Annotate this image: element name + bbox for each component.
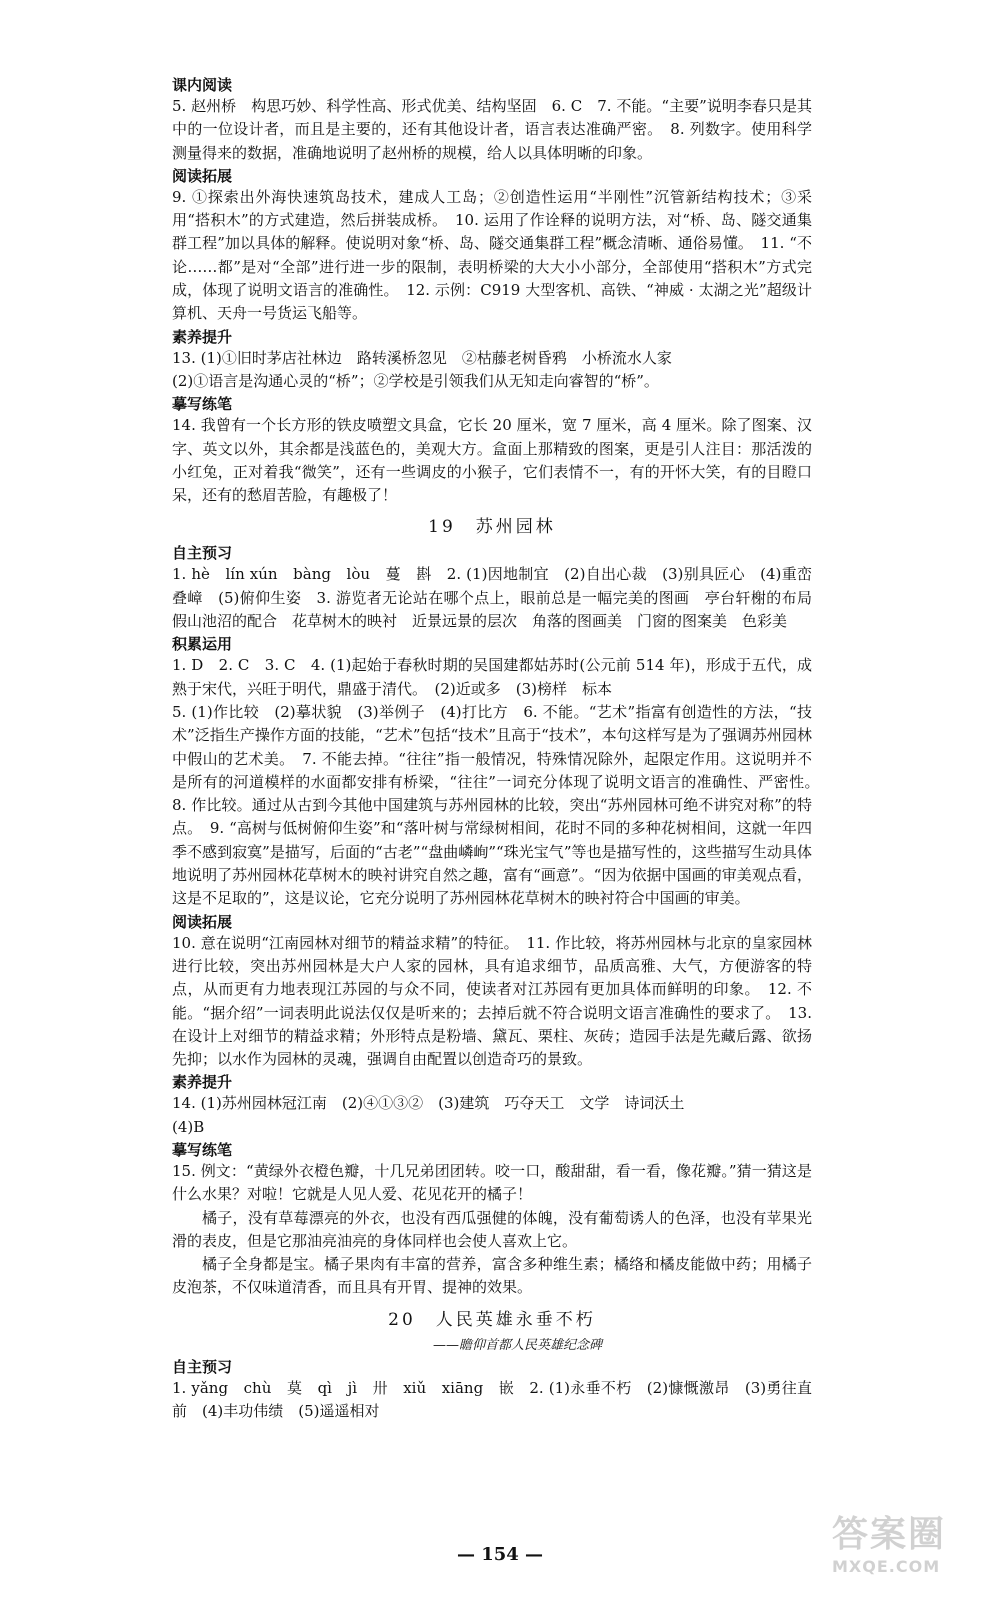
answer-paragraph: 橘子，没有草莓漂亮的外衣，也没有西瓜强健的体魄，没有葡萄诱人的色泽，也没有苹果光滑的表皮，但是它那油亮油亮的身体同样也会使人喜欢上它。: [172, 1208, 812, 1250]
watermark-logo-text: 答案圈: [832, 1514, 947, 1555]
section-heading: 摹写练笔: [172, 395, 233, 414]
answer-paragraph: 橘子全身都是宝。橘子果肉有丰富的营养，富含多种维生素；橘络和橘皮能做中药；用橘子皮泡茶，不仅味道清香，而且具有开胃、提神的效果。: [172, 1255, 812, 1297]
answer-paragraph: (2)①语言是沟通心灵的“桥”；②学校是引领我们从无知走向睿智的“桥”。: [172, 371, 659, 390]
watermark-logo: [832, 1506, 982, 1576]
answer-paragraph: 5. 赵州桥 构思巧妙、科学性高、形式优美、结构坚固 6. C 7. 不能。“主要”说明李春只是其中的一位设计者，而且是主要的，还有其他设计者，语言表达准确严密。 8. 列数字。使用科学测量得来的数据，准确地说明了赵州桥的规模，给人以具体明晰的印象。: [172, 97, 812, 162]
section-heading: 课内阅读: [172, 76, 233, 94]
section-heading: 积累运用: [172, 635, 233, 654]
answer-paragraph: 14. 我曾有一个长方形的铁皮喷塑文具盒，它长 20 厘米，宽 7 厘米，高 4 厘米。除了图案、汉字、英文以外，其余都是浅蓝色的，美观大方。盒面上那精致的图案，更是引人注目：那活泼的小红兔，正对着我“微笑”，还有一些调皮的小猴子，它们表情不一，有的开怀大笑，有的目瞪口呆，还有的愁眉苦脸，有趣极了！: [172, 416, 812, 505]
watermark-url: MXQE.COM: [832, 1557, 941, 1576]
answer-paragraph: (4)B: [172, 1117, 205, 1136]
section-heading: 阅读拓展: [172, 166, 233, 185]
section-heading: 阅读拓展: [172, 912, 233, 931]
answer-paragraph: 15. 例文：“黄绿外衣橙色瓣，十几兄弟团团转。咬一口，酸甜甜，看一看，像花瓣。”猜一猜这是什么水果？对啦！它就是人见人爱、花见花开的橘子！: [172, 1161, 812, 1204]
document-body: [172, 74, 828, 1423]
answer-paragraph: 9. ①探索出外海快速筑岛技术，建成人工岛；②创造性运用“半刚性”沉管新结构技术；③采用“搭积木”的方式建造，然后拼装成桥。 10. 运用了作诠释的说明方法，对“桥、岛、隧交通集群工程”加以具体的解释。使说明对象“桥、岛、隧交通集群工程”概念清晰、通俗易懂。 11. “不论……都”是对“全部”进行进一步的限制，表明桥梁的大大小小部分，全部使用“搭积木”方式完成，体现了说明文语言的准确性。 12. 示例：C919 大型客机、高铁、“神威 · 太湖之光”超级计算机、天舟一号货运飞船等。: [172, 187, 812, 323]
section-heading: 摹写练笔: [172, 1140, 233, 1159]
section-heading: 素养提升: [172, 327, 233, 346]
answer-paragraph: 1. D 2. C 3. C 4. (1)起始于春秋时期的吴国建都姑苏时(公元前 514 年)，形成于五代，成熟于宋代，兴旺于明代，鼎盛于清代。 (2)近或多 (3)榜样 标本: [172, 656, 812, 698]
section-heading: 自主预习: [172, 544, 233, 563]
answer-paragraph: 1. yǎng chù 莫 qì jì 卅 xiǔ xiāng 嵌 2. (1)永垂不朽 (2)慷慨激昂 (3)勇往直前 (4)丰功伟绩 (5)遥遥相对: [172, 1378, 812, 1421]
answer-paragraph: 13. (1)①旧时茅店社林边 路转溪桥忽见 ②枯藤老树昏鸦 小桥流水人家: [172, 348, 672, 367]
answer-paragraph: 10. 意在说明“江南园林对细节的精益求精”的特征。 11. 作比较，将苏州园林与北京的皇家园林进行比较，突出苏州园林是大户人家的园林，具有追求细节，品质高雅、大气，方便游客的特点，从而更有力地表现江苏园的与众不同，使读者对江苏园有更加具体而鲜明的印象。 12. 不能。“据介绍”一词表明此说法仅仅是听来的；去掉后就不符合说明文语言准确性的要求了。 13. 在设计上对细节的精益求精；外形特点是粉墙、黛瓦、栗柱、灰砖；造园手法是先藏后露、欲扬先抑；以水作为园林的灵魂，强调自由配置以创造奇巧的景致。: [172, 933, 812, 1069]
page-number: — 154 —: [456, 1544, 544, 1565]
section-heading: 素养提升: [172, 1073, 233, 1092]
answer-paragraph: 14. (1)苏州园林冠江南 (2)④①③② (3)建筑 巧夺天工 文学 诗词沃土: [172, 1094, 685, 1113]
answer-paragraph: 1. hè lín xún bàng lòu 蔓 斟 2. (1)因地制宜 (2)自出心裁 (3)别具匠心 (4)重峦叠嶂 (5)俯仰生姿 3. 游览者无论站在哪个点上，眼前总是一幅完美的图画 亭台轩榭的布局 假山池沼的配合 花草树木的映衬 近景远景的层次 角落的图画美 门窗的图案美 色彩美: [172, 565, 828, 631]
section-heading: 自主预习: [172, 1357, 233, 1376]
chapter-title: 20 人民英雄永垂不朽: [388, 1309, 596, 1330]
chapter-subtitle: ——瞻仰首都人民英雄纪念碑: [432, 1337, 602, 1353]
answer-paragraph: 5. (1)作比较 (2)摹状貌 (3)举例子 (4)打比方 6. 不能。“艺术”指富有创造性的方法，“技术”泛指生产操作方面的技能，“艺术”包括“技术”且高于“技术”，本句这样写是为了强调苏州园林中假山的艺术美。 7. 不能去掉。“往往”指一般情况，特殊情况除外，起限定作用。这说明并不是所有的河道模样的水面都安排有桥梁，“往往”一词充分体现了说明文语言的准确性、严密性。 8. 作比较。通过从古到今其他中国建筑与苏州园林的比较，突出“苏州园林可绝不讲究对称”的特点。 9. “高树与低树俯仰生姿”和“落叶树与常绿树相间，花时不同的多种花树相间，这就一年四季不感到寂寞”是描写，后面的“古老”“盘曲嶙峋”“珠光宝气”等也是描写性的，这些描写生动具体地说明了苏州园林花草树木的映衬讲究自然之趣，富有“画意”。“因为依据中国画的审美观点看，这是不足取的”，这是议论，它充分说明了苏州园林花草树木的映衬符合中国画的审美。: [172, 702, 828, 908]
chapter-title: 19 苏州园林: [428, 517, 556, 538]
